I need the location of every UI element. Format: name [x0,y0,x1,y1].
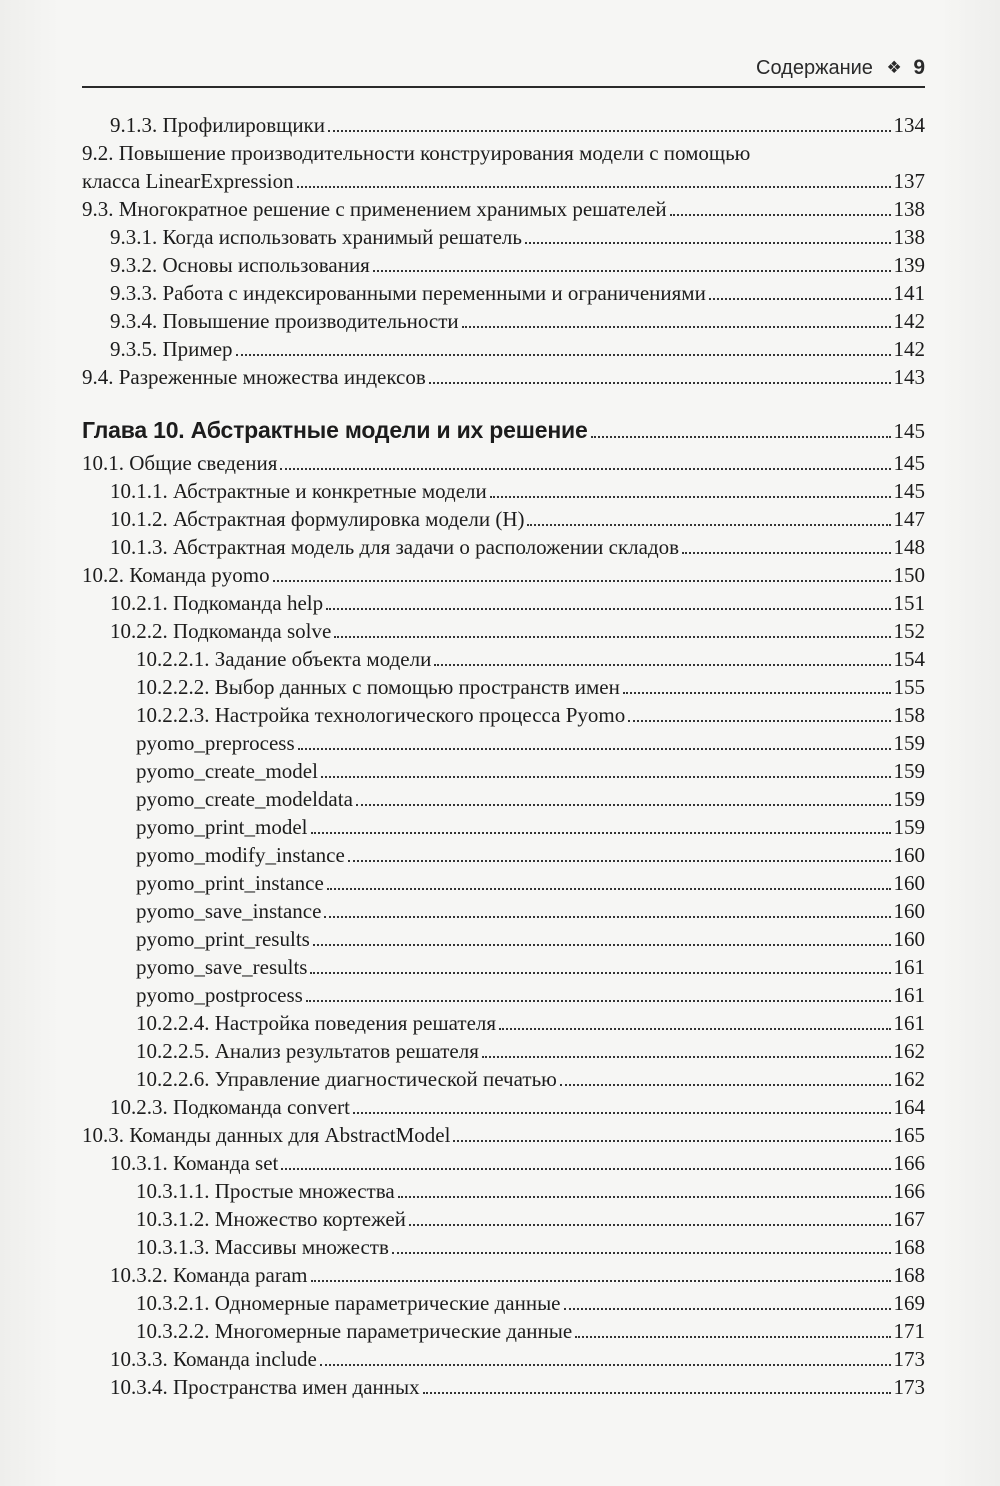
toc-entry [82,477,925,505]
toc-entry-title: pyomo_print_instance [136,871,324,895]
dot-leader [623,692,891,694]
toc-entry [82,1121,925,1149]
toc-entry [82,1009,925,1037]
toc-entry [82,1345,925,1373]
toc-entry-page: 162 [893,1039,925,1063]
toc-entry-page: 152 [893,619,925,643]
toc-entry [82,505,925,533]
toc-entry [82,1149,925,1177]
toc-entry-title: pyomo_modify_instance [136,843,345,867]
toc-entry-page: 166 [893,1151,925,1175]
chapter-title: Глава 10. Абстрактные модели и их решение [82,417,588,443]
toc-entry-title: 10.3.2. Команда param [110,1263,308,1287]
dot-leader [392,1252,891,1254]
toc-entry [82,1317,925,1345]
dot-leader [298,748,891,750]
toc-entry [82,1177,925,1205]
toc-entry [82,897,925,925]
toc-entry-title: 10.2.2.4. Настройка поведения решателя [136,1011,497,1035]
toc-entry [82,533,925,561]
dot-leader [281,1168,890,1170]
toc-entry-title: 10.1.2. Абстрактная формулировка модели (H) [110,507,525,531]
toc-entry [82,617,925,645]
toc-entry-page: 165 [893,1123,925,1147]
toc-entry-page: 142 [893,309,925,333]
toc-entry-page: 168 [893,1235,925,1259]
toc-entry [82,251,925,279]
dot-leader [321,776,891,778]
toc-entry [82,167,925,195]
toc-entry [82,1065,925,1093]
dot-leader [334,636,890,638]
toc-entry-title: 10.2.2.3. Настройка технологического процесса Pyomo [136,703,626,727]
toc-entry [82,925,925,953]
toc-entry-page: 151 [893,591,925,615]
toc-entry [82,1233,925,1261]
dot-leader [328,130,891,132]
toc-entry-title: 10.1.1. Абстрактные и конкретные модели [110,479,487,503]
toc-entry-page: 160 [893,871,925,895]
toc-entry-title: 10.3.2.1. Одномерные параметрические данные [136,1291,561,1315]
toc-entry-page: 145 [893,479,925,503]
toc-entry [82,645,925,673]
toc-entry [82,449,925,477]
toc-entry-page: 158 [893,703,925,727]
toc-entry [82,279,925,307]
toc-entry [82,1093,925,1121]
dot-leader [356,804,891,806]
toc-entry-title: 10.3.2.2. Многомерные параметрические данные [136,1319,573,1343]
header-section-title: Содержание [756,57,873,79]
toc-entry-page: 161 [893,1011,925,1035]
toc-entry-title: 9.3.4. Повышение производительности [110,309,459,333]
toc-entry-title: 9.3.5. Пример [110,337,233,361]
toc-entry-page: 143 [893,365,925,389]
toc-entry-title: 10.3.4. Пространства имен данных [110,1375,420,1399]
toc-entry-page: 139 [893,253,925,277]
toc-entry-page: 141 [893,281,925,305]
dot-leader [353,1112,891,1114]
toc-entry-page: 137 [893,169,925,193]
toc-entry [82,307,925,335]
toc-entry-page: 173 [893,1375,925,1399]
dot-leader [398,1196,891,1198]
toc-entry-title: 10.3.3. Команда include [110,1347,317,1371]
toc-entry-title: 10.2.2.2. Выбор данных с помощью пространств имен [136,675,620,699]
toc-entry [82,223,925,251]
toc-entry-page: 155 [893,675,925,699]
toc-entry [82,561,925,589]
toc-entry-page: 160 [893,927,925,951]
toc-entry [82,869,925,897]
toc-entry [82,701,925,729]
toc-entry-page: 162 [893,1067,925,1091]
toc-entry [82,841,925,869]
toc-entry-title: 10.2.2.5. Анализ результатов решателя [136,1039,479,1063]
toc-entry-title: 10.2.2.1. Задание объекта модели [136,647,432,671]
toc-entry-page: 171 [893,1319,925,1343]
toc-entry-page: 168 [893,1263,925,1287]
toc-entry-title: 10.2.3. Подкоманда convert [110,1095,350,1119]
dot-leader [273,580,891,582]
dot-leader [313,944,891,946]
toc-entry-title: pyomo_print_results [136,927,310,951]
toc-entry-title: 10.1.3. Абстрактная модель для задачи о расположении складов [110,535,680,559]
dot-leader [591,436,891,438]
chapter-page: 145 [893,419,925,443]
dot-leader [482,1056,891,1058]
toc-entry-title: 10.2.2. Подкоманда solve [110,619,332,643]
dot-leader [311,832,891,834]
dot-leader [564,1308,891,1310]
dot-leader [423,1392,891,1394]
dot-leader [297,186,891,188]
toc-entry-page: 159 [893,815,925,839]
dot-leader [280,468,890,470]
dot-leader [310,972,890,974]
toc-entry-title: 9.1.3. Профилировщики [110,113,325,137]
header-rule [82,86,925,88]
toc-entry-title: pyomo_print_model [136,815,308,839]
toc-entry-page: 150 [893,563,925,587]
dot-leader [324,916,890,918]
dot-leader [348,860,891,862]
toc-entry-title: 9.3. Многократное решение с применением хранимых решателей [82,197,667,221]
dot-leader [453,1140,890,1142]
toc-entry-title: pyomo_postprocess [136,983,303,1007]
toc-entry [82,673,925,701]
dot-leader [575,1336,890,1338]
dot-leader [327,888,891,890]
toc-entry-title: 10.3.1.3. Массивы множеств [136,1235,389,1259]
toc-entry [82,589,925,617]
running-header [82,56,925,86]
toc-entry-title: 10.3.1. Команда set [110,1151,279,1175]
toc-entry [82,813,925,841]
toc-entry-title: 9.3.1. Когда использовать хранимый решатель [110,225,522,249]
toc-entry [82,1205,925,1233]
dot-leader [429,382,891,384]
toc-entry [82,785,925,813]
toc-entry-page: 169 [893,1291,925,1315]
toc-entry-title: 9.3.3. Работа с индексированными переменными и ограничениями [110,281,706,305]
dot-leader [560,1084,891,1086]
toc-entry-title-line1: 9.2. Повышение производительности конструирования модели с помощью [82,141,751,165]
toc-entry-title: pyomo_create_modeldata [136,787,353,811]
toc-entry [82,335,925,363]
toc-entry-page: 159 [893,787,925,811]
toc-entry-title: pyomo_preprocess [136,731,295,755]
toc-entry-page: 138 [893,225,925,249]
dot-leader [670,214,891,216]
toc-entry-title: pyomo_save_instance [136,899,322,923]
toc-entry-title: 10.2.2.6. Управление диагностической печатью [136,1067,557,1091]
dot-leader [434,664,890,666]
dot-leader [462,326,891,328]
dot-leader [525,242,891,244]
chapter-heading [82,413,925,447]
toc-entry-title: pyomo_save_results [136,955,308,979]
toc-entry-page: 160 [893,899,925,923]
dot-leader [320,1364,891,1366]
toc-entry-page: 161 [893,955,925,979]
dot-leader [311,1280,891,1282]
dot-leader [499,1028,890,1030]
toc-entry-page: 161 [893,983,925,1007]
toc-entry [82,953,925,981]
toc-entry [82,981,925,1009]
toc-entry-title: 10.1. Общие сведения [82,451,278,475]
toc-entry-page: 138 [893,197,925,221]
toc-entry [82,1289,925,1317]
toc-entry-page: 159 [893,731,925,755]
toc-entry [82,1261,925,1289]
dot-leader [373,270,891,272]
toc-entry [82,195,925,223]
toc-entry [82,363,925,391]
toc-entry [82,757,925,785]
table-of-contents [82,111,925,1401]
dot-leader [490,496,891,498]
toc-entry [82,1373,925,1401]
toc-entry-page: 134 [893,113,925,137]
toc-entry-title: 10.2.1. Подкоманда help [110,591,324,615]
dot-leader [682,552,890,554]
toc-entry [82,1037,925,1065]
toc-entry-title: 10.2. Команда pyomo [82,563,270,587]
toc-entry-title: 10.3. Команды данных для AbstractModel [82,1123,451,1147]
toc-entry-title: pyomo_create_model [136,759,318,783]
page-number: 9 [913,56,925,79]
toc-entry-page: 173 [893,1347,925,1371]
toc-entry-title: класса LinearExpression [82,169,294,193]
toc-entry-title: 9.3.2. Основы использования [110,253,370,277]
toc-entry-title: 9.4. Разреженные множества индексов [82,365,426,389]
dot-leader [527,524,890,526]
toc-entry-page: 154 [893,647,925,671]
dot-leader [628,720,890,722]
toc-entry-page: 166 [893,1179,925,1203]
toc-entry-page: 167 [893,1207,925,1231]
toc-entry-page: 164 [893,1095,925,1119]
dot-leader [409,1224,891,1226]
toc-entry-page: 148 [893,535,925,559]
toc-entry [82,111,925,139]
toc-entry-page: 147 [893,507,925,531]
toc-entry-page: 145 [893,451,925,475]
toc-entry-page: 159 [893,759,925,783]
toc-entry-page: 142 [893,337,925,361]
dot-leader [709,298,891,300]
toc-entry-page: 160 [893,843,925,867]
dot-leader [306,1000,891,1002]
toc-entry [82,729,925,757]
dot-leader [236,354,891,356]
dot-leader [326,608,890,610]
toc-entry-title: 10.3.1.1. Простые множества [136,1179,395,1203]
toc-entry-title: 10.3.1.2. Множество кортежей [136,1207,406,1231]
fleuron-icon: ❖ [886,58,902,77]
